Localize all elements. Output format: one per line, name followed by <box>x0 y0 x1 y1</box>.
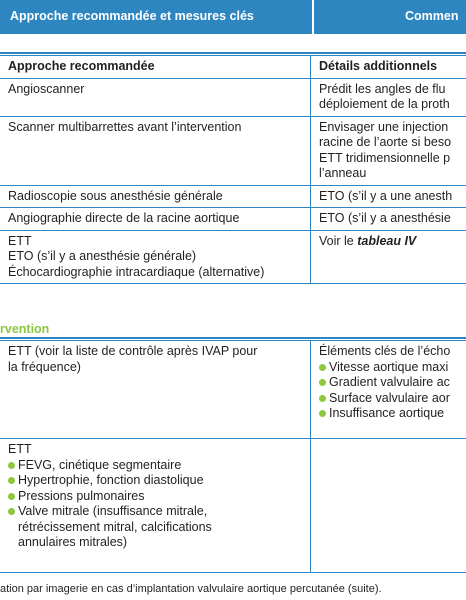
bullet-dot-icon <box>8 508 15 515</box>
table-header-bar <box>0 0 466 34</box>
header-col1: Approche recommandée et mesures clés <box>10 9 254 23</box>
cell-text: Angiographie directe de la racine aortique <box>8 211 240 225</box>
bullet-dot-icon <box>319 410 326 417</box>
bullet-dot-icon <box>319 395 326 402</box>
bullet-text: Surface valvulaire aor <box>329 390 450 405</box>
cell-text: Voir le <box>319 233 358 248</box>
table-row <box>0 185 466 208</box>
empty-cell <box>311 439 466 573</box>
bullet-text: Pressions pulmonaires <box>18 488 145 503</box>
cell-text: l’anneau <box>319 166 367 180</box>
bullet-text: Valve mitrale (insuffisance mitrale, <box>18 504 208 518</box>
cell-text: ETT <box>8 233 32 248</box>
section-rule <box>0 337 466 339</box>
cell-text: ETT tridimensionnelle p <box>319 150 451 165</box>
cell-text: ETO (s’il y a une anesth <box>319 188 453 203</box>
bullet-text: Hypertrophie, fonction diastolique <box>18 473 204 487</box>
list-item <box>319 360 466 376</box>
cell-text: déploiement de la proth <box>319 97 450 111</box>
header-divider <box>312 0 314 34</box>
list-item <box>8 458 304 474</box>
table-row <box>0 208 466 231</box>
col-header-approach: Approche recommandée <box>0 56 311 79</box>
table-reference: tableau IV <box>357 233 417 248</box>
bullet-text: Insuffisance aortique <box>329 406 445 420</box>
list-item <box>8 504 304 520</box>
cell-text: racine de l’aorte si beso <box>319 135 452 149</box>
cell-text: ETT (voir la liste de contrôle après IVAP pour <box>8 344 258 358</box>
cell-text: ETT <box>8 442 32 456</box>
bullet-dot-icon <box>319 364 326 371</box>
cell-text: Éléments clés de l’écho <box>319 344 451 358</box>
list-item <box>319 375 466 391</box>
list-item <box>319 391 466 407</box>
list-item <box>8 489 304 505</box>
table-row <box>0 341 466 439</box>
figure-caption: ation par imagerie en cas d’implantation valvulaire aortique percutanée (suite). <box>0 583 382 595</box>
cell-text: Envisager une injection <box>319 119 449 134</box>
table-row <box>0 439 466 573</box>
cell-text: Radioscopie sous anesthésie générale <box>8 188 223 203</box>
cell-text: ETO (s’il y a anesthésie générale) <box>8 249 197 263</box>
bullet-text: Gradient valvulaire ac <box>329 375 450 389</box>
bullet-text: Vitesse aortique maxi <box>329 359 449 374</box>
bullet-dot-icon <box>8 477 15 484</box>
cell-text: Scanner multibarrettes avant l’intervention <box>8 119 242 134</box>
table-top <box>0 55 466 284</box>
bullet-continuation: annulaires mitrales) <box>18 535 128 549</box>
cell-text: la fréquence) <box>8 359 81 374</box>
cell-text: Prédit les angles de flu <box>319 81 446 96</box>
bullet-dot-icon <box>319 379 326 386</box>
bullet-text: FEVG, cinétique segmentaire <box>18 457 182 472</box>
bullet-dot-icon <box>8 493 15 500</box>
cell-text: Échocardiographie intracardiaque (alternative) <box>8 264 265 279</box>
table-bottom <box>0 340 466 573</box>
list-item <box>8 473 304 489</box>
cell-text: ETO (s’il y a anesthésie <box>319 211 451 225</box>
table-row <box>0 230 466 284</box>
header-col2: Commen <box>405 9 459 23</box>
bullet-dot-icon <box>8 462 15 469</box>
col-header-details: Détails additionnels <box>311 56 466 79</box>
top-rule <box>0 52 466 54</box>
section-label: rvention <box>0 322 50 336</box>
table-row <box>0 78 466 116</box>
list-item <box>319 406 466 422</box>
cell-text: Angioscanner <box>8 81 85 96</box>
bullet-continuation: rétrécissement mitral, calcifications <box>18 519 212 534</box>
table-row <box>0 56 466 79</box>
table-row <box>0 116 466 185</box>
